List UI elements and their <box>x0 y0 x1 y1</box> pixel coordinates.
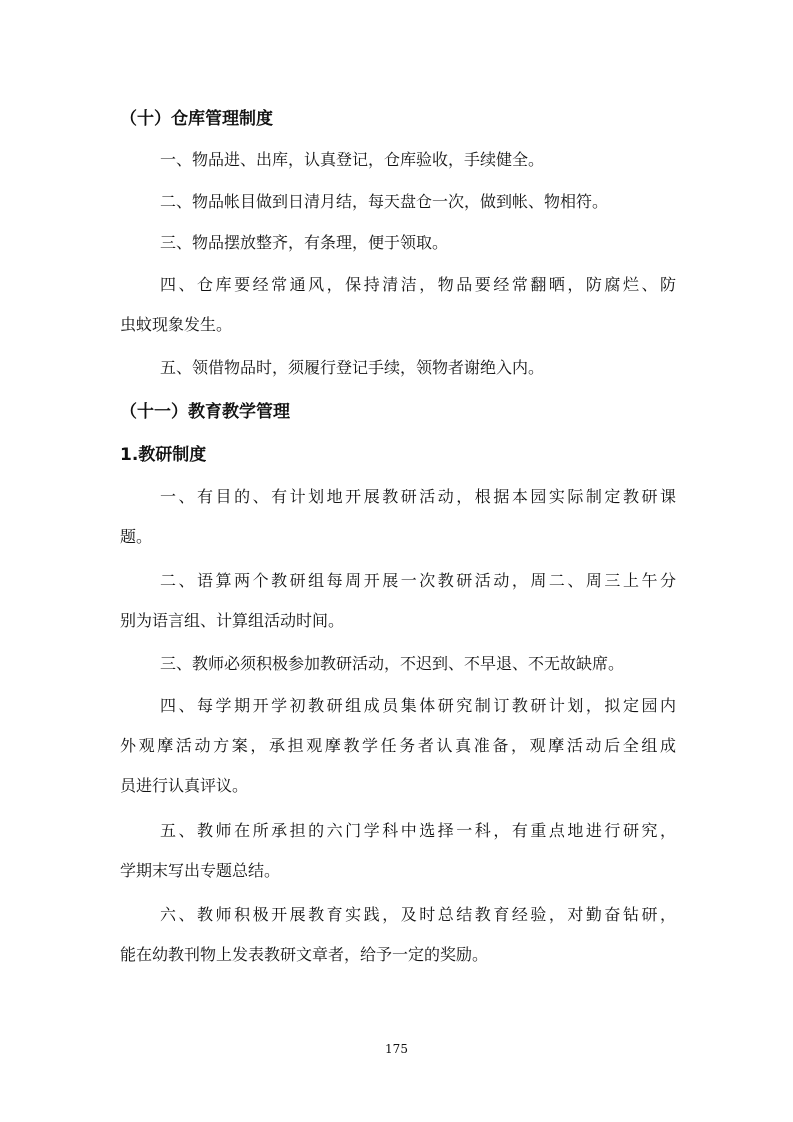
research-rule-2-line-1: 二、语算两个教研组每周开展一次教研活动，周二、周三上午分 <box>160 571 676 590</box>
research-rule-5 <box>120 811 676 891</box>
warehouse-rule-4-line-1: 四、仓库要经常通风，保持清洁，物品要经常翻晒，防腐烂、防 <box>160 275 676 294</box>
research-rule-6-line-2: 能在幼教刊物上发表教研文章者，给予一定的奖励。 <box>120 945 489 964</box>
page-number: 175 <box>385 1042 408 1056</box>
research-rule-4-line-2: 外观摩活动方案，承担观摩教学任务者认真准备，观摩活动后全组成 <box>120 736 676 755</box>
research-rule-4-line-3: 员进行认真评议。 <box>120 776 249 795</box>
research-rule-3: 三、教师必须积极参加教研活动，不迟到、不早退、不无故缺席。 <box>160 654 625 673</box>
research-rule-5-line-1: 五、教师在所承担的六门学科中选择一科，有重点地进行研究， <box>160 821 676 840</box>
warehouse-rule-5: 五、领借物品时，须履行登记手续，领物者谢绝入内。 <box>160 358 545 377</box>
research-rule-2-line-2: 别为语言组、计算组活动时间。 <box>120 611 345 630</box>
subsection-title-research: 1.教研制度 <box>120 445 207 465</box>
research-rule-1-line-1: 一、有目的、有计划地开展教研活动，根据本园实际制定教研课 <box>160 487 676 506</box>
research-rule-1 <box>120 477 676 557</box>
section-title-warehouse: （十）仓库管理制度 <box>120 109 273 129</box>
warehouse-rule-4-line-2: 虫蚊现象发生。 <box>120 315 233 334</box>
section-title-education: （十一）教育教学管理 <box>120 402 290 422</box>
warehouse-rule-1: 一、物品进、出库，认真登记，仓库验收，手续健全。 <box>160 150 545 169</box>
research-rule-2 <box>120 561 676 641</box>
warehouse-rule-2: 二、物品帐目做到日清月结，每天盘仓一次，做到帐、物相符。 <box>160 192 609 211</box>
research-rule-5-line-2: 学期末写出专题总结。 <box>120 861 281 880</box>
research-rule-4 <box>120 686 676 806</box>
warehouse-rule-3: 三、物品摆放整齐，有条理，便于领取。 <box>160 233 449 252</box>
research-rule-6 <box>120 895 676 975</box>
research-rule-1-line-2: 题。 <box>120 527 153 546</box>
research-rule-4-line-1: 四、每学期开学初教研组成员集体研究制订教研计划，拟定园内 <box>160 696 676 715</box>
research-rule-6-line-1: 六、教师积极开展教育实践，及时总结教育经验，对勤奋钻研， <box>160 905 676 924</box>
warehouse-rule-4 <box>120 265 676 345</box>
